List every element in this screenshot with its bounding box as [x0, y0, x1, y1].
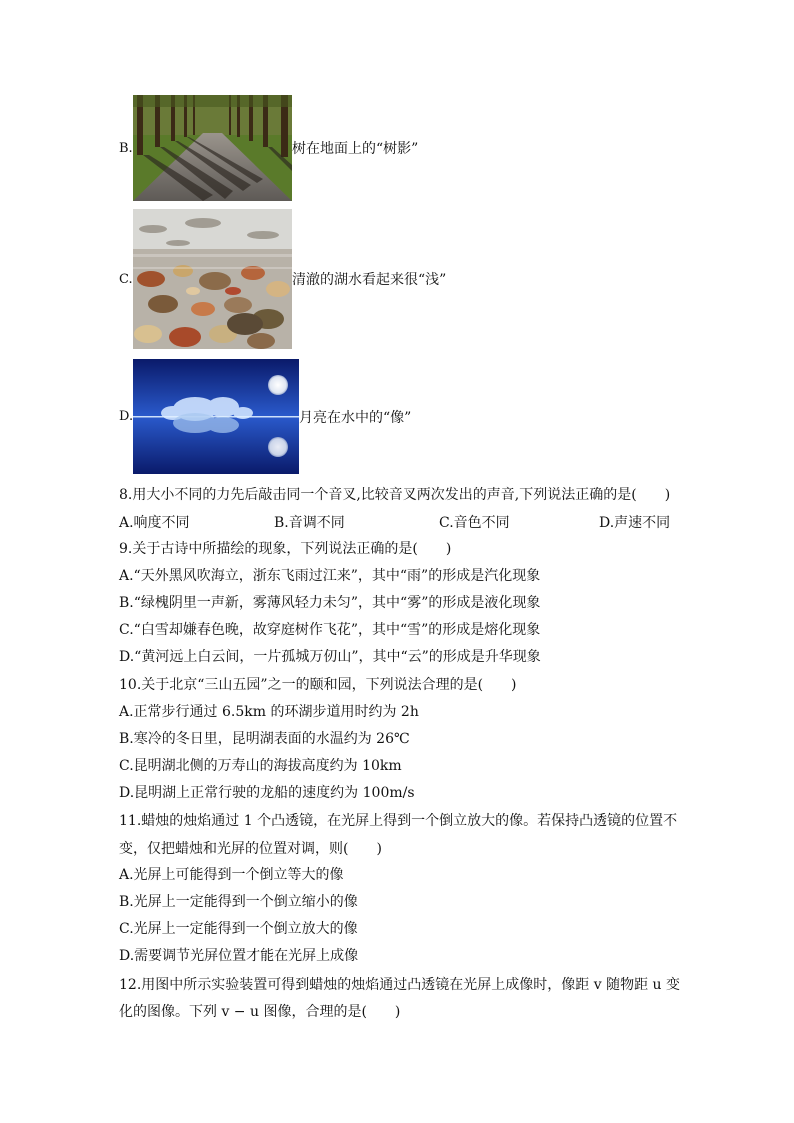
q12-stem-line2: 化的图像。下列 v − u 图像，合理的是( )	[119, 1004, 401, 1020]
option-b-row	[119, 95, 418, 201]
option-caption: 月亮在水中的“像”	[299, 409, 412, 426]
option-letter: D.	[119, 409, 134, 424]
q9-option-a: A.“天外黑风吹海立，浙东飞雨过江来”，其中“雨”的形成是汽化现象	[119, 568, 541, 584]
q12-stem-line1: 12.用图中所示实验装置可得到蜡烛的烛焰通过凸透镜在光屏上成像时，像距 v 随物距 u 变	[119, 977, 680, 993]
q11-option-c: C.光屏上一定能得到一个倒立放大的像	[119, 921, 358, 937]
q8-stem: 8.用大小不同的力先后敲击同一个音叉,比较音叉两次发出的声音,下列说法正确的是( )	[119, 487, 671, 503]
q8-option-b: B.音调不同	[274, 515, 345, 531]
moon-lake-photo	[133, 359, 299, 474]
q11-stem-line2: 变，仅把蜡烛和光屏的位置对调，则( )	[119, 841, 382, 857]
option-c-row	[119, 209, 446, 349]
q9-option-c: C.“白雪却嫌春色晚，故穿庭树作飞花”，其中“雪”的形成是熔化现象	[119, 622, 541, 638]
q8-option-a: A.响度不同	[119, 515, 190, 531]
q8-option-c: C.音色不同	[439, 515, 510, 531]
option-letter: C.	[119, 271, 133, 287]
option-caption: 树在地面上的“树影”	[292, 141, 419, 157]
option-caption: 清澈的湖水看起来很“浅”	[292, 272, 447, 288]
q10-option-c: C.昆明湖北侧的万寿山的海拔高度约为 10km	[119, 758, 402, 774]
q10-option-a: A.正常步行通过 6.5km 的环湖步道用时约为 2h	[119, 704, 419, 720]
option-letter: B.	[119, 140, 133, 156]
q10-stem: 10.关于北京“三山五园”之一的颐和园，下列说法合理的是( )	[119, 677, 517, 693]
q11-option-a: A.光屏上可能得到一个倒立等大的像	[119, 867, 344, 883]
q9-stem: 9.关于古诗中所描绘的现象，下列说法正确的是( )	[119, 541, 452, 557]
q8-options	[119, 512, 675, 532]
q11-option-d: D.需要调节光屏位置才能在光屏上成像	[119, 948, 359, 964]
q8-option-d: D.声速不同	[599, 515, 671, 531]
q11-option-b: B.光屏上一定能得到一个倒立缩小的像	[119, 894, 358, 910]
q9-option-d: D.“黄河远上白云间，一片孤城万仞山”，其中“云”的形成是升华现象	[119, 649, 541, 665]
q10-option-b: B.寒冷的冬日里，昆明湖表面的水温约为 26℃	[119, 731, 410, 747]
q11-stem-line1: 11.蜡烛的烛焰通过 1 个凸透镜，在光屏上得到一个倒立放大的像。若保持凸透镜的位置不	[119, 813, 678, 829]
q9-option-b: B.“绿槐阴里一声新，雾薄风轻力未匀”，其中“雾”的形成是液化现象	[119, 595, 541, 611]
option-d-row	[119, 359, 411, 474]
tree-road-photo	[133, 95, 292, 201]
lake-pebbles-photo	[133, 209, 292, 349]
q10-option-d: D.昆明湖上正常行驶的龙船的速度约为 100m/s	[119, 785, 415, 801]
